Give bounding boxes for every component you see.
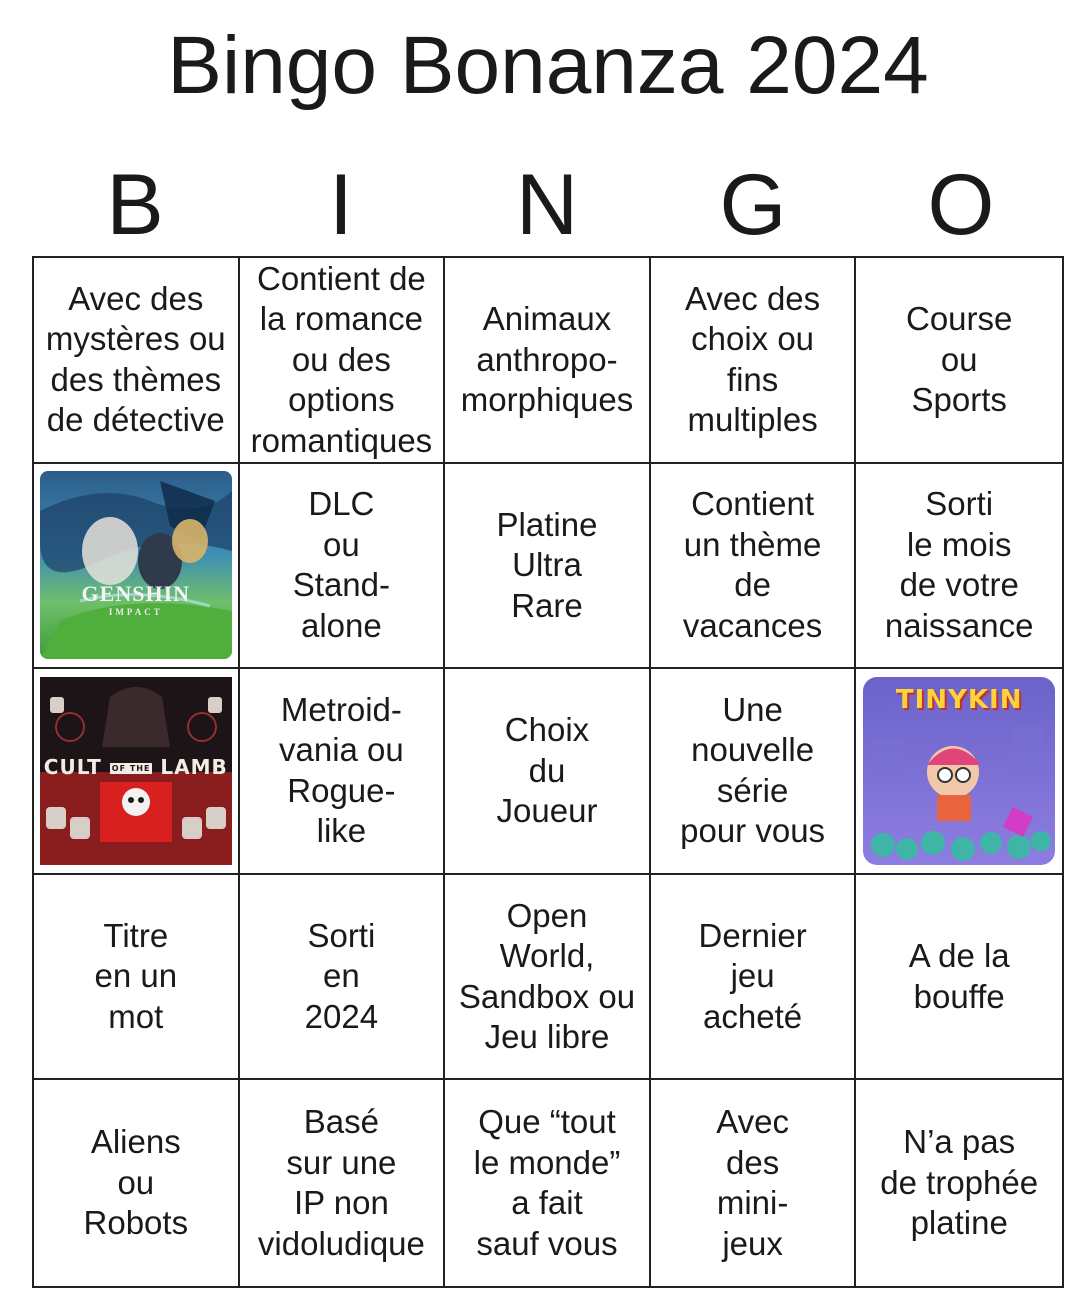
tinykin-cover <box>863 677 1055 865</box>
bingo-cell[interactable] <box>445 1080 651 1286</box>
column-letter-i: I <box>329 157 353 253</box>
genshin-impact-cover <box>40 471 232 659</box>
cell-label: A de la bouffe <box>908 937 1010 1015</box>
genshin-logo: GENSHIN <box>81 581 191 607</box>
page-title: Bingo Bonanza 2024 <box>167 20 929 111</box>
cult-logo-word-2: OF THE <box>111 763 151 773</box>
bingo-cell[interactable] <box>240 875 446 1081</box>
cult-logo-word-3: LAMB <box>160 754 228 779</box>
cell-label: Une nouvelle série pour vous <box>680 690 826 850</box>
cell-label: Course ou Sports <box>906 300 1013 419</box>
cell-label: Sorti le mois de votre naissance <box>884 485 1034 644</box>
cell-label: Que “tout le monde” a fait sauf vous <box>473 1103 621 1262</box>
bingo-cell[interactable] <box>651 875 857 1081</box>
bingo-cell-image[interactable] <box>856 669 1062 875</box>
cult-of-the-lamb-logo <box>40 755 232 779</box>
bingo-cell[interactable] <box>240 258 446 464</box>
cell-label: Contient un thème de vacances <box>682 485 823 644</box>
bingo-cell[interactable] <box>240 1080 446 1286</box>
bingo-cell-image[interactable] <box>34 669 240 875</box>
column-letter-n: N <box>515 157 579 253</box>
bingo-cell[interactable] <box>651 258 857 464</box>
cell-label: Animaux anthropo- morphiques <box>460 300 634 419</box>
cell-label: Avec des choix ou fins multiples <box>685 279 821 439</box>
bingo-grid <box>32 256 1064 1288</box>
bingo-cell[interactable] <box>651 464 857 670</box>
cell-label: Sorti en 2024 <box>304 916 379 1035</box>
bingo-cell[interactable] <box>856 464 1062 670</box>
cult-logo-word-1: CULT <box>43 754 102 779</box>
cell-label: Contient de la romance ou des options romantiques <box>250 259 433 459</box>
cell-label: Avec des mystères ou des thèmes de détective <box>45 279 226 439</box>
bingo-cell[interactable] <box>34 875 240 1081</box>
bingo-cell[interactable] <box>240 669 446 875</box>
cell-label: Open World, Sandbox ou Jeu libre <box>458 896 636 1056</box>
bingo-cell[interactable] <box>34 1080 240 1286</box>
column-letter-o: O <box>927 157 995 253</box>
bingo-cell[interactable] <box>856 1080 1062 1286</box>
cell-label: Choix du Joueur <box>496 711 598 830</box>
bingo-cell[interactable] <box>651 669 857 875</box>
cult-of-the-lamb-cover <box>40 677 232 865</box>
cell-label: Avec des mini- jeux <box>716 1103 789 1262</box>
bingo-cell[interactable] <box>34 258 240 464</box>
cell-label: DLC ou Stand- alone <box>292 485 390 644</box>
bingo-cell[interactable] <box>856 258 1062 464</box>
cell-label: Platine Ultra Rare <box>496 505 598 624</box>
bingo-cell[interactable] <box>445 875 651 1081</box>
bingo-cell[interactable] <box>240 464 446 670</box>
bingo-cell[interactable] <box>445 258 651 464</box>
cell-label: Titre en un mot <box>94 916 178 1035</box>
bingo-cell[interactable] <box>856 875 1062 1081</box>
column-letter-b: B <box>106 157 164 253</box>
cell-label: N’a pas de trophée platine <box>880 1123 1039 1242</box>
genshin-logo-sub: IMPACT <box>108 607 163 618</box>
cell-label: Aliens ou Robots <box>83 1123 189 1242</box>
bingo-cell[interactable] <box>445 669 651 875</box>
cell-label: Dernier jeu acheté <box>698 916 807 1035</box>
cell-label: Basé sur une IP non vidoludique <box>257 1103 425 1262</box>
bingo-header <box>32 157 1064 253</box>
bingo-cell[interactable] <box>651 1080 857 1286</box>
tinykin-logo: TINYKIN <box>895 684 1023 715</box>
cell-label: Metroid- vania ou Rogue- like <box>279 690 404 850</box>
bingo-cell-image[interactable] <box>34 464 240 670</box>
column-letter-g: G <box>719 157 787 253</box>
bingo-cell[interactable] <box>445 464 651 670</box>
